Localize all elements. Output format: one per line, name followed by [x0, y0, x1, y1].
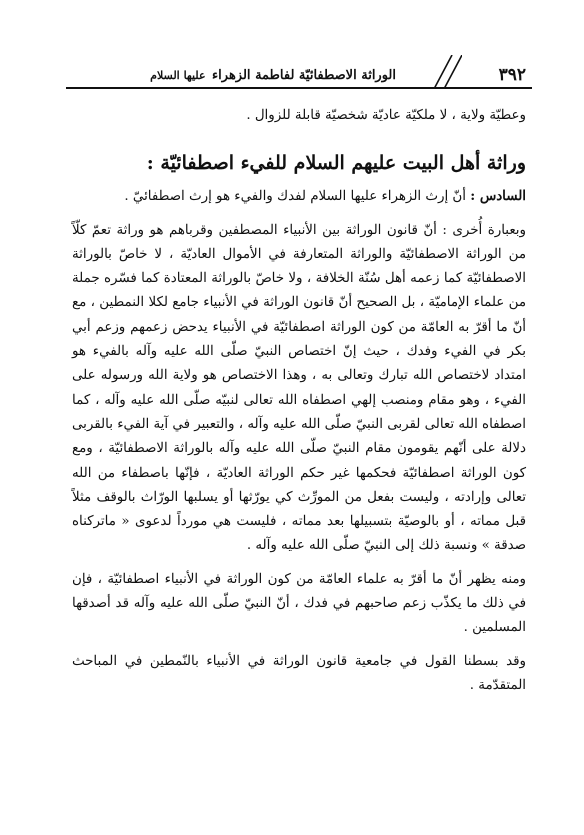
opening-line: وعطيّة ولاية ، لا ملكيّة عاديّة شخصيّة قابلة للزوال . — [246, 108, 526, 123]
main-paragraph: وبعبارة أُخرى : أنّ قانون الوراثة بين الأنبياء المصطفين وقرباهم هو وراثة تعمّ كلّاً من الوراثة الاصطفائيّة والوراثة المتعارفة في الأموال العاديّة ، لا خاصّ بالوراثة الاصطفائيّة كما زعمه أهل سُنّة الخلافة ، ولا خاصّ بالوراثة المعتادة كما فسّره جملة من علماء الإماميّة ، بل الصحيح أنّ قانون الوراثة في الأنبياء جامع لكلا النمطين ، مع أنّ ما أقرّ به العامّة من كون الوراثة اصطفائيّة في الأنبياء يدحض زعمهم وزعم أبي بكر في الفيء وفدك ، حيث إنّ اختصاص النبيّ صلّى الله عليه وآله بالفيء هو امتداد لاختصاص الله تبارك وتعالى به ، وهذا الاختصاص هو ولاية الله ورسوله على الفيء ، وهو مقام ومنصب إلهي اصطفاه الله تعالى لنبيّه صلّى الله عليه وآله ، كما اصطفاه الله تعالى لقربى النبيّ صلّى الله عليه وآله ، والتعبير في آية الفيء بالقربى دلالة على أنّهم يقومون مقام النبيّ صلّى الله عليه وآله بالوراثة الاصطفائيّة ، ومع كون الوراثة اصطفائيّة فحكمها غير حكم الوراثة العاديّة ، فإنّها باصطفاء من الله تعالى وإرادته ، وليست بفعل من المورِّث كي يورّثها أو يسلبها الورّاث بالوقف مثلاً قبل مماته ، أو بالوصيّة بتسبيلها بعد مماته ، فليست هي مورداً لدعوى « ماتركناه صدقة » ونسبة ذلك إلى النبيّ صلّى الله عليه وآله . — [72, 222, 526, 554]
page-body — [72, 104, 526, 698]
running-title-text: الوراثة الاصطفائيّة لفاطمة الزهراء — [212, 68, 396, 83]
sixth-point-label: السادس : — [470, 188, 526, 205]
section-heading: وراثة أهل البيت عليهم السلام للفيء اصطفائيّة : — [146, 152, 526, 175]
header-slash-ornament — [422, 55, 462, 89]
running-title — [150, 65, 396, 87]
running-header — [66, 63, 532, 89]
second-paragraph: ومنه يظهر أنّ ما أقرّ به علماء العامّة من كون الوراثة في الأنبياء اصطفائيّة ، فإن في ذلك ما يكذّب زعم صاحبهم في فدك ، أنّ النبيّ صلّى الله عليه وآله قد أصدقها المسلمين . — [72, 571, 526, 636]
sixth-point — [72, 184, 526, 209]
page-number: ٣٩٢ — [498, 65, 526, 85]
third-paragraph: وقد بسطنا القول في جامعية قانون الوراثة في الأنبياء بالنّمطين في المباحث المتقدّمة . — [72, 653, 526, 693]
sixth-point-text: أنّ إرث الزهراء عليها السلام لفدك والفيء هو إرث اصطفائيّ . — [124, 189, 466, 205]
blessing-mark: عليها السلام — [150, 69, 206, 82]
